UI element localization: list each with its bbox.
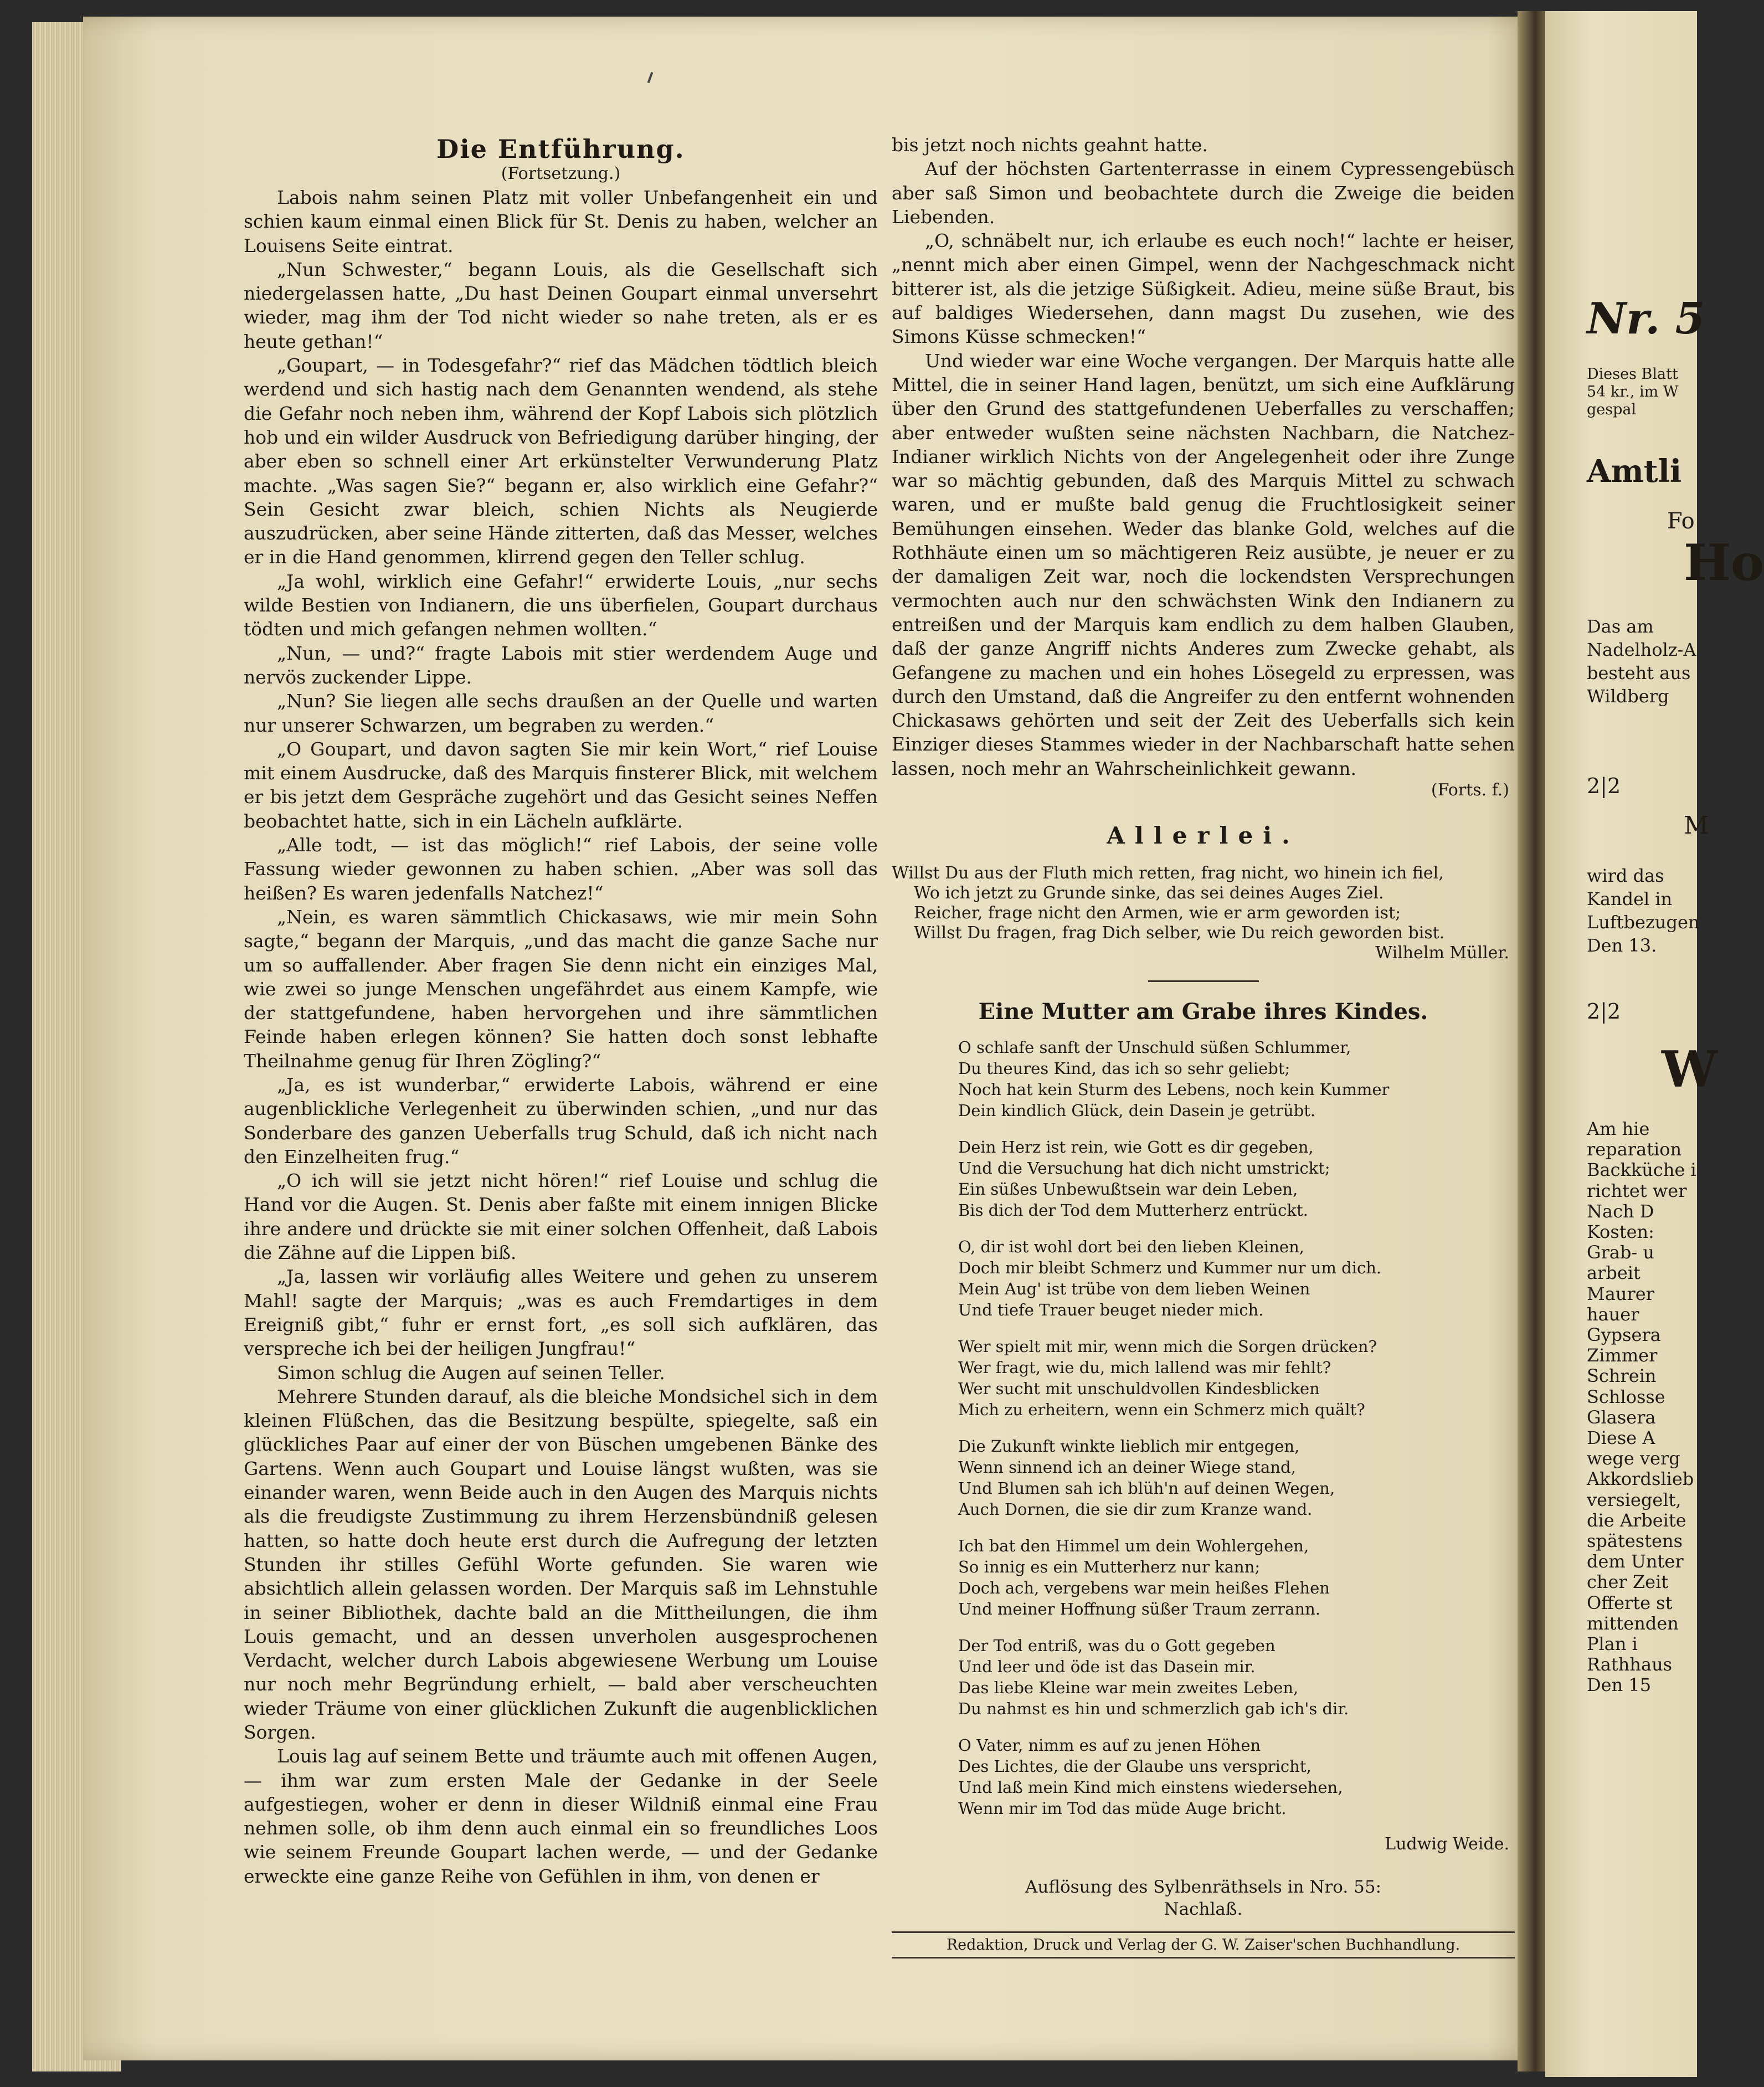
poem-stanza xyxy=(958,1137,1515,1221)
paragraph: Auf der höchsten Gartenterrasse in einem Cypressengebüsch aber saß Simon und beobachtete durch die Zweige die beiden Liebenden. xyxy=(892,158,1515,228)
notice-initial: W xyxy=(1662,1040,1718,1099)
riddle-solution-label: Auflösung des Sylbenräthsels in Nro. 55: xyxy=(1025,1877,1382,1898)
article-subtitle: (Fortsetzung.) xyxy=(501,164,621,183)
poem-line: Noch hat kein Sturm des Lebens, noch kein Kummer xyxy=(958,1080,1390,1099)
poem-line: Auch Dornen, die sie dir zum Kranze wand. xyxy=(958,1500,1313,1519)
masthead-line: gespal xyxy=(1587,401,1637,418)
poem-line: Mein Aug' ist trübe von dem lieben Weinen xyxy=(958,1279,1310,1299)
notice-number: 2|2 xyxy=(1587,999,1621,1024)
left-column xyxy=(244,127,878,1888)
poem-line: O schlafe sanft der Unschuld süßen Schlummer, xyxy=(958,1038,1351,1057)
notice-line: wege verg xyxy=(1587,1448,1680,1469)
poem-line: Ein süßes Unbewußtsein war dein Leben, xyxy=(958,1180,1298,1199)
right-column xyxy=(892,133,1515,1959)
poem-line: Und laß mein Kind mich einstens wiedersehen, xyxy=(958,1778,1343,1797)
notice-text xyxy=(1587,615,1696,708)
notice-line: spätestens xyxy=(1587,1530,1683,1552)
notice-line: Kosten: xyxy=(1587,1221,1654,1243)
notice-line: Wildberg xyxy=(1587,686,1669,707)
notice-line: Backküche i xyxy=(1587,1159,1696,1181)
notice-line: Maurer xyxy=(1587,1283,1654,1304)
poem-stanza xyxy=(958,1236,1515,1320)
notice-line: Schlosse xyxy=(1587,1386,1665,1407)
paragraph: „Nun, — und?“ fragte Labois mit stier werdendem Auge und nervös zuckender Lippe. xyxy=(244,642,878,688)
masthead-text xyxy=(1587,366,1679,419)
verse-line: Wo ich jetzt zu Grunde sinke, das sei deines Auges Ziel. xyxy=(914,883,1384,903)
paragraph: Und wieder war eine Woche vergangen. Der Marquis hatte alle Mittel, die in seiner Hand lagen, benützt, um sich eine Aufklärung über den Grund des stattgefundenen Ueberfalles zu verschaffen; aber entweder wußten seine nächsten Nachbarn, die Natchez-Indianer wirklich Nichts von der Angelegenheit oder ihre Zunge war so mächtig gebunden, daß des Marquis Mittel zu schwach waren, und er mußte bald genug die Fruchtlosigkeit seiner Bemühungen einsehen. Weder das blanke Gold, welches auf die Rothhäute einen um so mächtigeren Reiz ausübte, je neuer er zu der damaligen Zeit war, noch die lockendsten Versprechungen vermochten auch nur den schwächsten Wink den Indianern zu entreißen und der Marquis kam endlich zu dem halben Glauben, daß der ganze Angriff nichts Anderes zum Zwecke gehabt, als Gefangene zu machen und ein hohes Lösegeld zu erpressen, was durch den Umstand, daß die Angreifer zu den entfernt wohnenden Chickasaws gehörten und seit der Zeit des Ueberfalls sich kein Einziger dieses Stammes wieder in der Nachbarschaft hatte sehen lassen, noch mehr an Wahrscheinlichkeit gewann. xyxy=(892,349,1515,779)
paragraph: Labois nahm seinen Platz mit voller Unbefangenheit ein und schien kaum einmal einen Blick für St. Denis zu haben, welcher an Louisens Seite eintrat. xyxy=(244,187,878,256)
notice-line: die Arbeite xyxy=(1587,1509,1686,1531)
notice-line: wird das xyxy=(1587,865,1664,886)
notice-heading: Ho xyxy=(1684,533,1764,592)
notice-line: Grab- u xyxy=(1587,1242,1655,1263)
notice-line: richtet wer xyxy=(1587,1180,1687,1201)
paragraph: „Nun Schwester,“ begann Louis, als die Gesellschaft sich niedergelassen hatte, „Du hast Deinen Goupart einmal unversehrt wieder, mag ihm der Tod nicht wieder so nahe treten, als er es heute gethan!“ xyxy=(244,258,878,352)
paragraph: bis jetzt noch nichts geahnt hatte. xyxy=(892,134,1208,156)
poem-line: Dein kindlich Glück, dein Dasein je getrübt. xyxy=(958,1101,1316,1120)
poem-line: Wer spielt mit mir, wenn mich die Sorgen drücken? xyxy=(958,1337,1377,1356)
notice-line: Zimmer xyxy=(1587,1345,1658,1366)
poem-line: Und tiefe Trauer beuget nieder mich. xyxy=(958,1300,1264,1320)
poem-line: Du theures Kind, das ich so sehr geliebt; xyxy=(958,1059,1290,1078)
notice-line: Am hie xyxy=(1587,1118,1650,1139)
poem-line: Wenn mir im Tod das müde Auge bricht. xyxy=(958,1799,1287,1818)
poem-author: Ludwig Weide. xyxy=(1385,1834,1509,1854)
notice-line: hauer xyxy=(1587,1303,1639,1325)
section-heading: Amtli xyxy=(1587,453,1682,490)
notice-line: Den 15 xyxy=(1587,1674,1652,1696)
poem-stanza xyxy=(958,1635,1515,1719)
paragraph: „O, schnäbelt nur, ich erlaube es euch noch!“ lachte er heiser, „nennt mich aber einen Gimpel, wenn der Nachgeschmack nicht bitterer ist, als die jetzige Süßigkeit. Adieu, meine süße Braut, bis auf baldiges Wiedersehen, dann magst Du zusehen, wie des Simons Küsse schmecken!“ xyxy=(892,230,1515,348)
poem-line: Dein Herz ist rein, wie Gott es dir gegeben, xyxy=(958,1138,1314,1157)
paragraph: Louis lag auf seinem Bette und träumte auch mit offenen Augen, — ihm war zum ersten Male der Gedanke in der Seele aufgestiegen, woher er denn in dieser Wildniß einmal eine Frau nehmen solle, ob ihm denn auch einmal ein so freundliches Loos wie seinem Freunde Goupart lachen werde, — und der Gedanke erweckte eine ganze Reihe von Gefühlen in ihm, von denen er xyxy=(244,1745,878,1887)
paragraph: „Ja, lassen wir vorläufig alles Weitere und gehen zu unserem Mahl! sagte der Marquis; „was es auch Fremdartiges in dem Ereigniß gibt,“ fuhr er ernst fort, „es soll sich aufklären, das verspreche ich bei der heiligen Jungfrau!“ xyxy=(244,1266,878,1360)
notice-line: dem Unter xyxy=(1587,1551,1684,1572)
paragraph: Mehrere Stunden darauf, als die bleiche Mondsichel sich in dem kleinen Flüßchen, das die Besitzung bespülte, spiegelte, saß ein glückliches Paar auf einer der von Büschen umgebenen Bänke des Gartens. Wenn auch Goupart und Louise längst wußten, was sie einander waren, wenn Beide auch in den Augen des Marquis nichts als die freudigste Zustimmung zu ihrem Herzensbündniß gelesen hatten, so hatte doch heute erst durch die Aufregung der letzten Stunden ihr stilles Gefühl Worte gefunden. Sie waren wie absichtlich allein gelassen worden. Der Marquis saß im Lehnstuhle in seiner Bibliothek, dachte bald an die Mittheilungen, die ihm Louis gemacht, und an dessen unverholen ausgesprochenen Verdacht, welcher durch Labois abgewiesene Werbung um Louise nur noch mehr Begründung erhielt, — bald aber verscheuchten wieder Träume von einer glücklichen Zukunft die augenblicklichen Sorgen. xyxy=(244,1385,878,1743)
notice-line: versiegelt, xyxy=(1587,1489,1681,1510)
allerlei-title: Allerlei. xyxy=(1107,822,1300,850)
poem-stanza xyxy=(958,1735,1515,1819)
paragraph: „O Goupart, und davon sagten Sie mir kein Wort,“ rief Louise mit einem Ausdrucke, daß des Marquis finsterer Blick, mit welchem er bis jetzt dem Gespräche zugehört und das Gesicht seines Neffen beobachtet hatte, sich in ein Lächeln aufklärte. xyxy=(244,738,878,832)
paragraph: Simon schlug die Augen auf seinen Teller. xyxy=(277,1361,665,1384)
notice-line: mittenden xyxy=(1587,1612,1679,1634)
poem-line: Doch ach, vergebens war mein heißes Flehen xyxy=(958,1579,1330,1598)
notice-line: Schrein xyxy=(1587,1365,1657,1387)
paragraph: „O ich will sie jetzt nicht hören!“ rief Louise und schlug die Hand vor die Augen. St. Denis aber faßte mit einem innigen Blicke ihre andere und drückte sie mit einer solchen Offenheit, daß Labois die Zähne auf die Lippen biß. xyxy=(244,1170,878,1264)
paragraph: „Nun? Sie liegen alle sechs draußen an der Quelle und warten nur unserer Schwarzen, um begraben zu werden.“ xyxy=(244,690,878,736)
poem-line: Das liebe Kleine war mein zweites Leben, xyxy=(958,1678,1299,1698)
poem-line: Und meiner Hoffnung süßer Traum zerrann. xyxy=(958,1600,1321,1619)
notice-number: 2|2 xyxy=(1587,774,1621,798)
masthead-line: Dieses Blatt xyxy=(1587,366,1678,383)
notice-line: Den 13. xyxy=(1587,935,1657,956)
notice-line: Offerte st xyxy=(1587,1592,1673,1613)
notice-line: Diese A xyxy=(1587,1427,1655,1449)
poem-line: Ich bat den Himmel um dein Wohlergehen, xyxy=(958,1536,1309,1556)
notice-line: Nach D xyxy=(1587,1200,1654,1222)
notice-line: Rathhaus xyxy=(1587,1654,1673,1675)
notice-text xyxy=(1587,864,1699,957)
poem-line: So innig es ein Mutterherz nur kann; xyxy=(958,1557,1261,1577)
poem-line: Die Zukunft winkte lieblich mir entgegen, xyxy=(958,1437,1300,1456)
masthead-line: 54 kr., im W xyxy=(1587,383,1679,400)
notice-line: Gypsera xyxy=(1587,1324,1661,1346)
notice-line: Kandel in xyxy=(1587,888,1673,909)
poem-line: Und die Versuchung hat dich nicht umstrickt; xyxy=(958,1159,1330,1178)
poem-line: O, dir ist wohl dort bei den lieben Kleinen, xyxy=(958,1237,1304,1257)
poem-line: Mich zu erheitern, wenn ein Schmerz mich quält? xyxy=(958,1400,1365,1420)
poem-stanza xyxy=(958,1535,1515,1620)
notice-line: arbeit xyxy=(1587,1262,1640,1284)
verse-line: Willst Du aus der Fluth mich retten, frag nicht, wo hinein ich fiel, xyxy=(892,863,1444,883)
notice-line: Plan i xyxy=(1587,1633,1638,1655)
poem-stanza xyxy=(958,1336,1515,1420)
allerlei-author: Wilhelm Müller. xyxy=(1375,943,1509,963)
paragraph: „Goupart, — in Todesgefahr?“ rief das Mädchen tödtlich bleich werdend und sich hastig nach dem Genannten wendend, als stehe die Gefahr noch neben ihm, während der Kopf Labois sich plötzlich hob und ein wilder Ausdruck von Befriedigung darüber hinging, der aber eben so schnell einer Art erkünstelter Verwunderung Platz machte. „Was sagen Sie?“ begann er, also wirklich eine Gefahr?“ Sein Gesicht zwar bleich, schien Nichts als Neugierde auszudrücken, aber seine Hände zitterten, daß das Messer, welches er in die Hand genommen, klirrend gegen den Teller schlug. xyxy=(244,354,878,568)
poem-line: Wer sucht mit unschuldvollen Kindesblicken xyxy=(958,1379,1320,1399)
riddle-solution-answer: Nachlaß. xyxy=(1164,1899,1243,1920)
poem-line: Bis dich der Tod dem Mutterherz entrückt. xyxy=(958,1201,1308,1220)
notice-line: besteht aus xyxy=(1587,662,1691,683)
poem-line: Wer fragt, wie du, mich lallend was mir fehlt? xyxy=(958,1358,1331,1377)
poem-line: Des Lichtes, die der Glaube uns verspricht, xyxy=(958,1757,1312,1776)
issue-number: Nr. 5 xyxy=(1587,294,1705,344)
poem-line: O Vater, nimm es auf zu jenen Höhen xyxy=(958,1736,1261,1755)
poem-line: Und leer und öde ist das Dasein mir. xyxy=(958,1657,1256,1677)
divider xyxy=(1148,980,1259,982)
poem-line: Doch mir bleibt Schmerz und Kummer nur um dich. xyxy=(958,1258,1382,1278)
paragraph: „Ja wohl, wirklich eine Gefahr!“ erwiderte Louis, „nur sechs wilde Bestien von Indianern, die uns überfielen, Goupart durchaus tödten und mich gefangen nehmen wollten.“ xyxy=(244,570,878,640)
poem-title: Eine Mutter am Grabe ihres Kindes. xyxy=(978,999,1428,1025)
paragraph: „Nein, es waren sämmtlich Chickasaws, wie mir mein Sohn sagte,“ begann der Marquis, „und das macht die ganze Sache nur um so auffallender. Aber fragen Sie denn nicht ein einziges Mal, wie zwei so junge Menschen ungefährdet aus einem Kampfe, wie der stattgefundene, haben hervorgehen und ihre sämmtlichen Feinde haben erlegen können? Sie hatten doch sonst lebhafte Theilnahme genug für Ihren Zögling?“ xyxy=(244,906,878,1072)
notice-line: Das am xyxy=(1587,616,1654,637)
poem-line: Der Tod entriß, was du o Gott gegeben xyxy=(958,1636,1276,1656)
notice-line: cher Zeit xyxy=(1587,1571,1669,1593)
poem-line: Wenn sinnend ich an deiner Wiege stand, xyxy=(958,1458,1296,1477)
notice-initial: M xyxy=(1684,811,1709,840)
notice-line: Glasera xyxy=(1587,1406,1656,1428)
notice-text xyxy=(1587,1119,1696,1696)
continued-note: (Forts. f.) xyxy=(1431,780,1509,800)
poem-line: Und Blumen sah ich blüh'n auf deinen Wegen, xyxy=(958,1479,1335,1498)
poem-stanza xyxy=(958,1436,1515,1520)
riddle-solution xyxy=(892,1876,1515,1920)
poem-stanza xyxy=(958,1037,1515,1121)
paragraph: „Alle todt, — ist das möglich!“ rief Labois, der seine volle Fassung wieder gewonnen zu haben schien. „Aber was soll das heißen? Es waren jedenfalls Natchez!“ xyxy=(244,834,878,904)
article-title: Die Entführung. xyxy=(436,134,685,164)
imprint: Redaktion, Druck und Verlag der G. W. Zaiser'schen Buchhandlung. xyxy=(892,1931,1515,1959)
section-subheading: Fo xyxy=(1667,508,1695,534)
notice-line: Nadelholz-A xyxy=(1587,639,1696,660)
verse-line: Willst Du fragen, frag Dich selber, wie Du reich geworden bist. xyxy=(914,923,1445,943)
poem-line: Du nahmst es hin und schmerzlich gab ich's dir. xyxy=(958,1699,1349,1719)
notice-line: Akkordslieb xyxy=(1587,1468,1694,1490)
notice-line: reparation xyxy=(1587,1139,1682,1160)
allerlei-verse xyxy=(892,863,1515,943)
notice-line: Luftbezugen xyxy=(1587,912,1700,933)
verse-line: Reicher, frage nicht den Armen, wie er arm geworden ist; xyxy=(914,903,1401,923)
paragraph: „Ja, es ist wunderbar,“ erwiderte Labois, während er eine augenblickliche Verlegenheit zu überwinden schien, „und nur das Sonderbare des ganzen Ueberfalls trug Schuld, daß ich nicht nach den Einzelheiten frug.“ xyxy=(244,1073,878,1168)
